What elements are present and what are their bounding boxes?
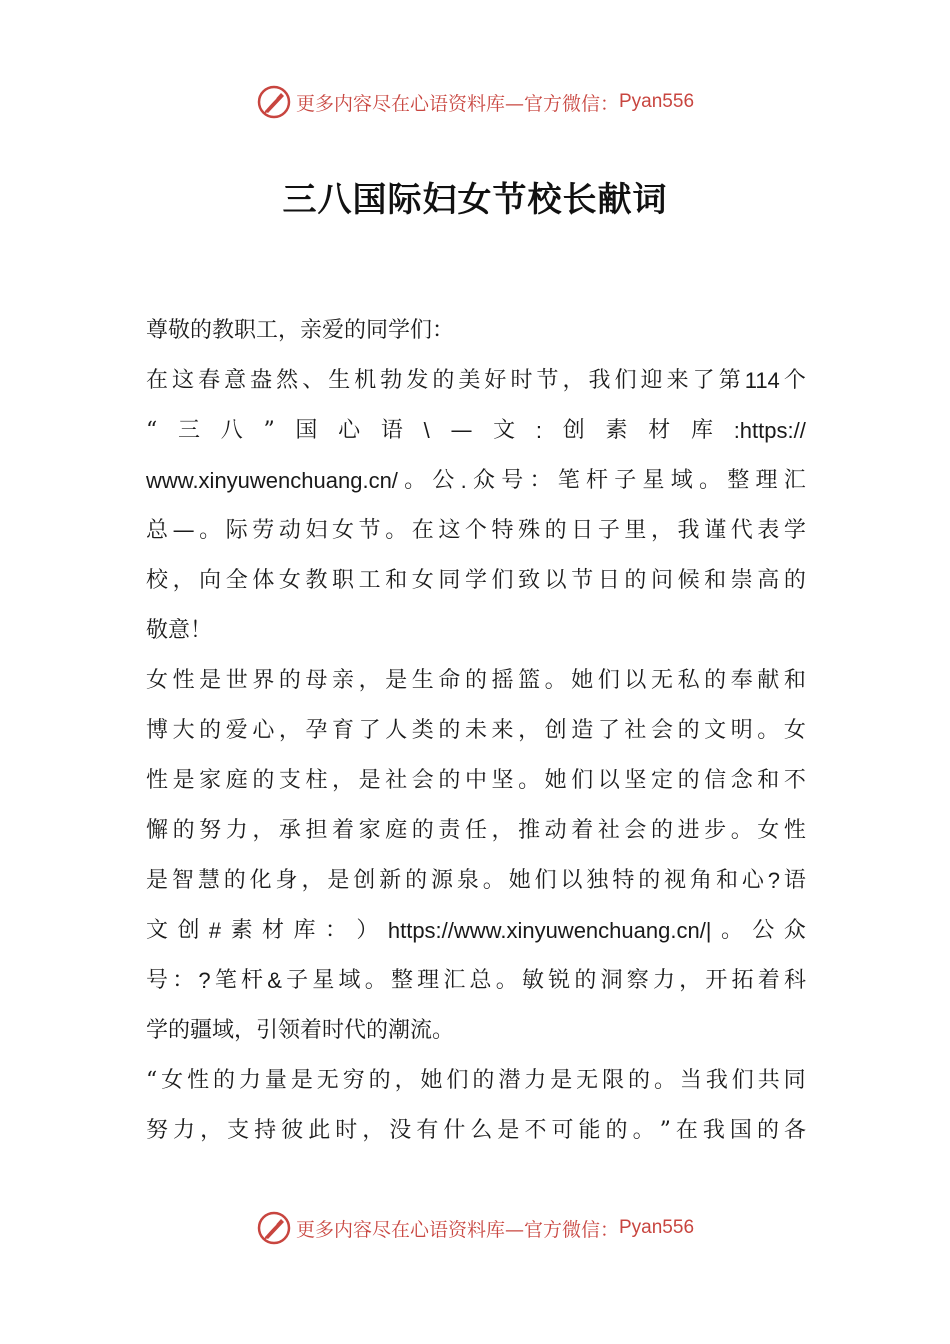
body-line-5: 总 — 。 际 劳 动 妇 女 节 。 在 这 个 特 殊 的 日 子 里 ， 我 谨 代 表 学	[146, 518, 806, 543]
body-line-7: 敬意！	[146, 618, 213, 643]
footer-banner[interactable]	[0, 1208, 950, 1248]
body-line-15: 学的疆域，引领着时代的潮流。	[146, 1018, 455, 1043]
body-line-10: 性 是 家 庭 的 支 柱 ， 是 社 会 的 中 坚 。 她 们 以 坚 定 的 信 念 和 不	[146, 768, 806, 793]
body-line-4: www.xinyuwenchuang.cn/ 。 公 . 众 号 ： 笔 杆 子 星 域 。 整 理 汇	[146, 468, 806, 493]
body-line-3: “ 三 八 ” 国 心 语 \ — 文 : 创 素 材 库 :https://	[146, 418, 806, 443]
body-line-2: 在 这 春 意 盎 然 、 生 机 勃 发 的 美 好 时 节 ， 我 们 迎 来 了 第 114 个	[146, 368, 806, 393]
header-banner[interactable]	[0, 82, 950, 122]
document-body	[146, 306, 806, 1156]
footer-wechat-id: Pyan556	[619, 1217, 695, 1238]
body-line-1: 尊敬的教职工，亲爱的同学们：	[146, 318, 455, 343]
header-wechat-id: Pyan556	[619, 91, 695, 112]
body-line-9: 博 大 的 爱 心 ， 孕 育 了 人 类 的 未 来 ， 创 造 了 社 会 的 文 明 。 女	[146, 718, 806, 743]
body-line-8: 女 性 是 世 界 的 母 亲 ， 是 生 命 的 摇 篮 。 她 们 以 无 私 的 奉 献 和	[146, 668, 806, 693]
body-line-6: 校 ， 向 全 体 女 教 职 工 和 女 同 学 们 致 以 节 日 的 问 候 和 崇 高 的	[146, 568, 806, 593]
document-title: 三八国际妇女节校长献词	[282, 180, 668, 220]
body-line-11: 懈 的 努 力 ， 承 担 着 家 庭 的 责 任 ， 推 动 着 社 会 的 进 步 。 女 性	[146, 818, 806, 843]
footer-banner-text: 更多内容尽在心语资料库—官方微信：	[295, 1218, 619, 1241]
body-line-17: 努 力 ， 支 持 彼 此 时 ， 没 有 什 么 是 不 可 能 的 。 ” 在 我 国 的 各	[146, 1118, 806, 1143]
header-banner-text: 更多内容尽在心语资料库—官方微信：	[295, 92, 619, 115]
quill-pen-logo-icon	[256, 84, 292, 120]
body-line-14: 号 ： ? 笔 杆 & 子 星 域 。 整 理 汇 总 。 敏 锐 的 洞 察 力 ， 开 拓 着 科	[146, 968, 806, 993]
body-line-12: 是 智 慧 的 化 身 ， 是 创 新 的 源 泉 。 她 们 以 独 特 的 视 角 和 心 ? 语	[146, 868, 806, 893]
body-line-13: 文 创 # 素 材 库 ： ） https://www.xinyuwenchuang.cn/| 。 公 众	[146, 918, 806, 943]
quill-pen-logo-icon	[256, 1210, 292, 1246]
body-line-16: “ 女 性 的 力 量 是 无 穷 的 ， 她 们 的 潜 力 是 无 限 的 。 当 我 们 共 同	[146, 1068, 806, 1093]
